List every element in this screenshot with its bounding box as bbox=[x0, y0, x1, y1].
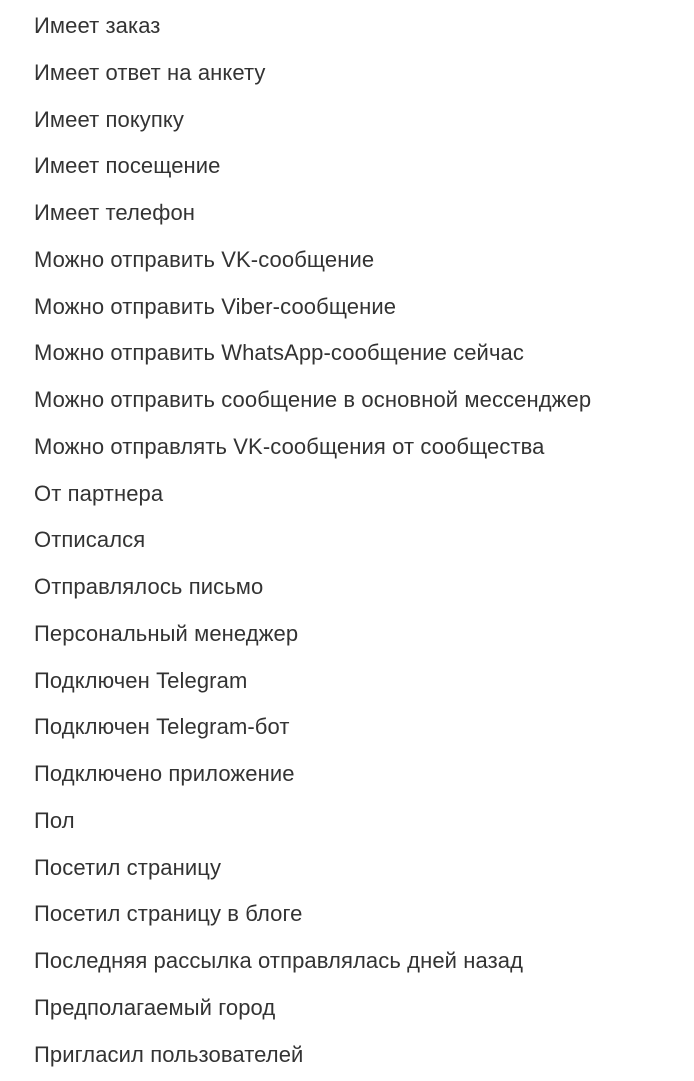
option-has-phone[interactable]: Имеет телефон bbox=[34, 200, 196, 225]
option-last-mailing-days-ago[interactable]: Последняя рассылка отправлялась дней назад bbox=[34, 948, 524, 973]
option-can-send-viber-message[interactable]: Можно отправить Viber-сообщение bbox=[34, 293, 397, 319]
option-can-send-whatsapp-message-now[interactable]: Можно отправить WhatsApp-сообщение сейчас bbox=[34, 340, 524, 366]
option-personal-manager[interactable]: Персональный менеджер bbox=[34, 620, 299, 646]
option-can-send-vk-community-messages[interactable]: Можно отправлять VK-сообщения от сообщества bbox=[34, 433, 545, 459]
option-email-sent[interactable]: Отправлялось письмо bbox=[34, 574, 264, 599]
option-has-order[interactable]: Имеет заказ bbox=[34, 13, 161, 38]
option-has-purchase[interactable]: Имеет покупку bbox=[34, 106, 184, 132]
option-telegram-connected[interactable]: Подключен Telegram bbox=[34, 667, 248, 693]
option-has-visit[interactable]: Имеет посещение bbox=[34, 153, 221, 179]
option-telegram-bot-connected[interactable]: Подключен Telegram-бот bbox=[34, 714, 290, 740]
filter-options-list bbox=[0, 3, 694, 1078]
option-has-survey-answer[interactable]: Имеет ответ на анкету bbox=[34, 59, 266, 85]
option-visited-blog-page[interactable]: Посетил страницу в блоге bbox=[34, 901, 303, 927]
option-from-partner[interactable]: От партнера bbox=[34, 480, 164, 506]
option-gender[interactable]: Пол bbox=[34, 807, 75, 833]
option-unsubscribed[interactable]: Отписался bbox=[34, 527, 146, 553]
option-app-connected[interactable]: Подключено приложение bbox=[34, 761, 295, 786]
option-can-send-main-messenger[interactable]: Можно отправить сообщение в основной мессенджер bbox=[34, 387, 592, 412]
option-invited-users[interactable]: Пригласил пользователей bbox=[34, 1041, 304, 1067]
option-visited-page[interactable]: Посетил страницу bbox=[34, 854, 222, 880]
option-estimated-city[interactable]: Предполагаемый город bbox=[34, 994, 276, 1020]
option-can-send-vk-message[interactable]: Можно отправить VK-сообщение bbox=[34, 246, 375, 272]
